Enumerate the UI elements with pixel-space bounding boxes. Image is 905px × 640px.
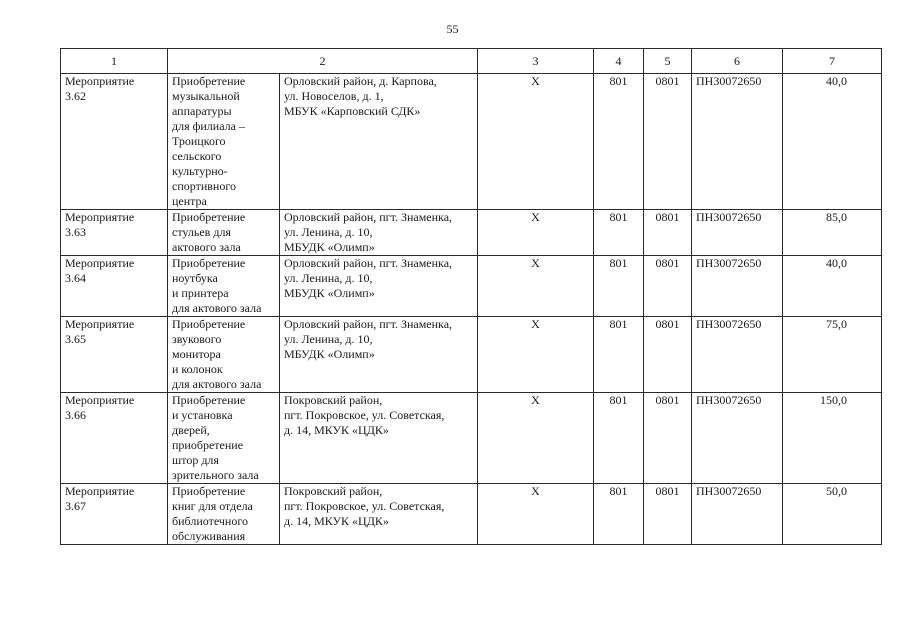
- department-code-cell: 801: [594, 393, 644, 484]
- description-cell: Приобретение стульев для актового зала: [168, 210, 280, 256]
- header-row: [61, 49, 882, 74]
- target-code-cell: ПН30072650: [692, 256, 783, 317]
- event-cell: Мероприятие 3.64: [61, 256, 168, 317]
- description-cell: Приобретение звукового монитора и колонок для актового зала: [168, 317, 280, 393]
- department-code-cell: 801: [594, 484, 644, 545]
- address-cell: Орловский район, пгт. Знаменка, ул. Ленина, д. 10, МБУДК «Олимп»: [280, 317, 478, 393]
- address-cell: Орловский район, пгт. Знаменка, ул. Ленина, д. 10, МБУДК «Олимп»: [280, 256, 478, 317]
- event-cell: Мероприятие 3.63: [61, 210, 168, 256]
- section-code-cell: 0801: [644, 210, 692, 256]
- target-code-cell: ПН30072650: [692, 74, 783, 210]
- amount-cell: 150,0: [783, 393, 882, 484]
- event-cell: Мероприятие 3.62: [61, 74, 168, 210]
- target-code-cell: ПН30072650: [692, 210, 783, 256]
- header-cell-6: 6: [692, 49, 783, 74]
- description-cell: Приобретение музыкальной аппаратуры для филиала – Троицкого сельского культурно- спортивного центра: [168, 74, 280, 210]
- marker-cell: Х: [478, 210, 594, 256]
- header-cell-3: 3: [478, 49, 594, 74]
- department-code-cell: 801: [594, 317, 644, 393]
- section-code-cell: 0801: [644, 74, 692, 210]
- description-cell: Приобретение и установка дверей, приобретение штор для зрительного зала: [168, 393, 280, 484]
- department-code-cell: 801: [594, 74, 644, 210]
- section-code-cell: 0801: [644, 484, 692, 545]
- table-row: [61, 484, 882, 545]
- marker-cell: Х: [478, 393, 594, 484]
- table-row: [61, 393, 882, 484]
- header-cell-1: 1: [61, 49, 168, 74]
- address-cell: Покровский район, пгт. Покровское, ул. Советская, д. 14, МКУК «ЦДК»: [280, 393, 478, 484]
- amount-cell: 75,0: [783, 317, 882, 393]
- header-cell-5: 5: [644, 49, 692, 74]
- amount-cell: 40,0: [783, 74, 882, 210]
- target-code-cell: ПН30072650: [692, 484, 783, 545]
- header-cell-2: 2: [168, 49, 478, 74]
- section-code-cell: 0801: [644, 317, 692, 393]
- event-cell: Мероприятие 3.65: [61, 317, 168, 393]
- address-cell: Покровский район, пгт. Покровское, ул. Советская, д. 14, МКУК «ЦДК»: [280, 484, 478, 545]
- marker-cell: Х: [478, 256, 594, 317]
- header-cell-4: 4: [594, 49, 644, 74]
- table-body: [61, 49, 882, 545]
- address-cell: Орловский район, д. Карпова, ул. Новоселов, д. 1, МБУК «Карповский СДК»: [280, 74, 478, 210]
- header-cell-7: 7: [783, 49, 882, 74]
- amount-cell: 40,0: [783, 256, 882, 317]
- section-code-cell: 0801: [644, 256, 692, 317]
- table-row: [61, 256, 882, 317]
- page-number: 55: [446, 22, 459, 36]
- section-code-cell: 0801: [644, 393, 692, 484]
- target-code-cell: ПН30072650: [692, 317, 783, 393]
- marker-cell: Х: [478, 484, 594, 545]
- target-code-cell: ПН30072650: [692, 393, 783, 484]
- marker-cell: Х: [478, 317, 594, 393]
- budget-table: [60, 48, 882, 545]
- amount-cell: 50,0: [783, 484, 882, 545]
- department-code-cell: 801: [594, 256, 644, 317]
- marker-cell: Х: [478, 74, 594, 210]
- department-code-cell: 801: [594, 210, 644, 256]
- description-cell: Приобретение ноутбука и принтера для актового зала: [168, 256, 280, 317]
- address-cell: Орловский район, пгт. Знаменка, ул. Ленина, д. 10, МБУДК «Олимп»: [280, 210, 478, 256]
- table-row: [61, 317, 882, 393]
- event-cell: Мероприятие 3.67: [61, 484, 168, 545]
- description-cell: Приобретение книг для отдела библиотечного обслуживания: [168, 484, 280, 545]
- amount-cell: 85,0: [783, 210, 882, 256]
- event-cell: Мероприятие 3.66: [61, 393, 168, 484]
- table-row: [61, 74, 882, 210]
- table-row: [61, 210, 882, 256]
